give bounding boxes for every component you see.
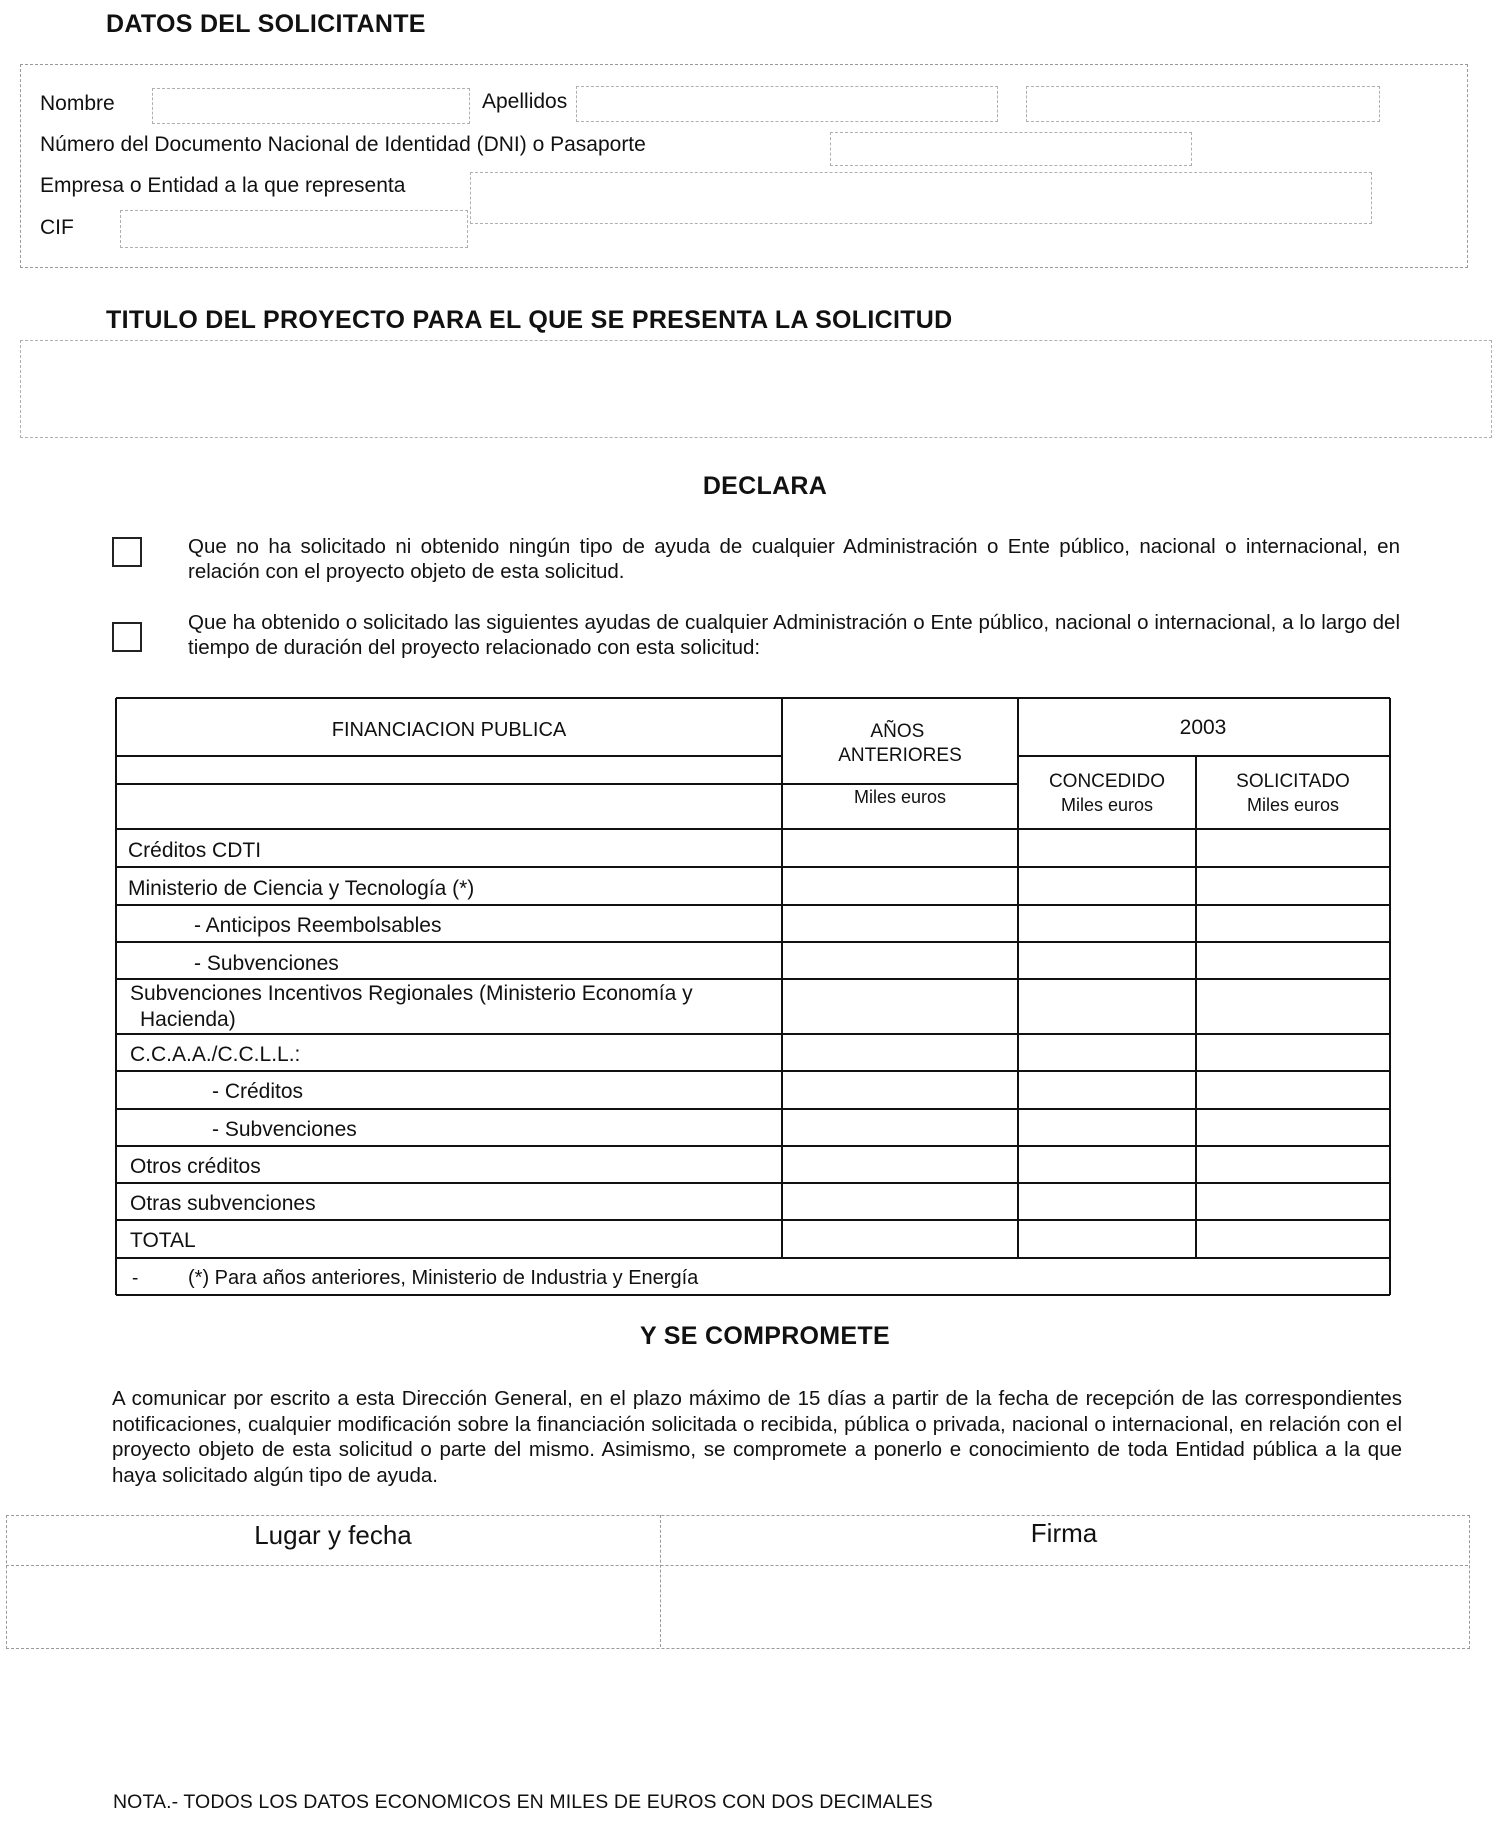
row-label-anticipos: - Anticipos Reembolsables — [194, 914, 442, 937]
option-2-text: Que ha obtenido o solicitado las siguientes ayudas de cualquier Administración o Ente público, nacional o internacional, a lo largo del tiempo de duración del proyecto relacionado con esta solicitud: — [188, 611, 1400, 659]
dni-label: Número del Documento Nacional de Identidad (DNI) o Pasaporte — [40, 133, 646, 156]
project-heading: TITULO DEL PROYECTO PARA EL QUE SE PRESENTA LA SOLICITUD — [106, 306, 953, 334]
row-label-subvenciones-1: - Subvenciones — [194, 952, 339, 975]
header-anos-units: Miles euros — [853, 787, 947, 807]
header-financiacion: FINANCIACION PUBLICA — [331, 719, 567, 741]
row-label-incentivos — [130, 982, 698, 1031]
footnote-dash: - — [132, 1268, 139, 1289]
header-concedido-units: Miles euros — [1060, 795, 1154, 815]
row-label-creditos: - Créditos — [212, 1080, 304, 1103]
row-label-ministerio: Ministerio de Ciencia y Tecnología (*) — [128, 877, 475, 900]
row-label-incentivos-line1: Subvenciones Incentivos Regionales (Ministerio Economía y — [130, 982, 693, 1005]
economic-note: NOTA.- TODOS LOS DATOS ECONOMICOS EN MILES DE EUROS CON DOS DECIMALES — [113, 1791, 933, 1813]
option-1-text: Que no ha solicitado ni obtenido ningún tipo de ayuda de cualquier Administración o Ente público, nacional o internacional, en relación con el proyecto objeto de esta solicitud. — [188, 535, 1400, 583]
header-anos-line2: ANTERIORES — [838, 745, 962, 766]
row-label-total: TOTAL — [130, 1229, 196, 1252]
cif-label: CIF — [40, 216, 74, 239]
nombre-label: Nombre — [40, 92, 115, 115]
header-solicitado: SOLICITADO — [1236, 771, 1350, 792]
row-label-subvenciones-2: - Subvenciones — [212, 1118, 357, 1141]
apellidos-label: Apellidos — [482, 90, 568, 113]
footnote-text: (*) Para años anteriores, Ministerio de Industria y Energía — [188, 1267, 699, 1289]
firma-field[interactable] — [668, 1572, 1462, 1644]
applicant-heading: DATOS DEL SOLICITANTE — [106, 10, 426, 38]
row-label-incentivos-line2: Hacienda) — [140, 1008, 236, 1031]
declara-heading: DECLARA — [702, 472, 828, 500]
header-anos-line1: AÑOS — [870, 721, 925, 742]
header-year: 2003 — [1179, 716, 1227, 739]
signature-header-line — [6, 1565, 1468, 1566]
lugar-fecha-field[interactable] — [14, 1572, 656, 1644]
row-label-ccaa: C.C.A.A./C.C.L.L.: — [130, 1043, 301, 1066]
firma-label: Firma — [1030, 1518, 1098, 1548]
compromete-heading: Y SE COMPROMETE — [640, 1322, 890, 1350]
header-solicitado-units: Miles euros — [1246, 795, 1340, 815]
empresa-label: Empresa o Entidad a la que representa — [40, 174, 406, 197]
header-concedido: CONCEDIDO — [1048, 771, 1166, 792]
compromete-text: A comunicar por escrito a esta Dirección General, en el plazo máximo de 15 días a partir de la fecha de recepción de las correspondientes notificaciones, cualquier modificación sobre la financiación solicitada o recibida, pública o privada, nacional o internacional, en relación con el proyecto objeto de esta solicitud o parte del mismo. Asimismo, se compromete a ponerlo e conocimiento de toda Entidad pública a la que haya solicitado algún tipo de ayuda. — [112, 1387, 1402, 1487]
row-label-otros-creditos: Otros créditos — [130, 1155, 261, 1178]
header-anos — [838, 720, 962, 766]
row-label-creditos-cdti: Créditos CDTI — [128, 839, 262, 862]
lugar-fecha-label: Lugar y fecha — [254, 1520, 412, 1550]
row-label-otras-subvenciones: Otras subvenciones — [130, 1192, 316, 1215]
